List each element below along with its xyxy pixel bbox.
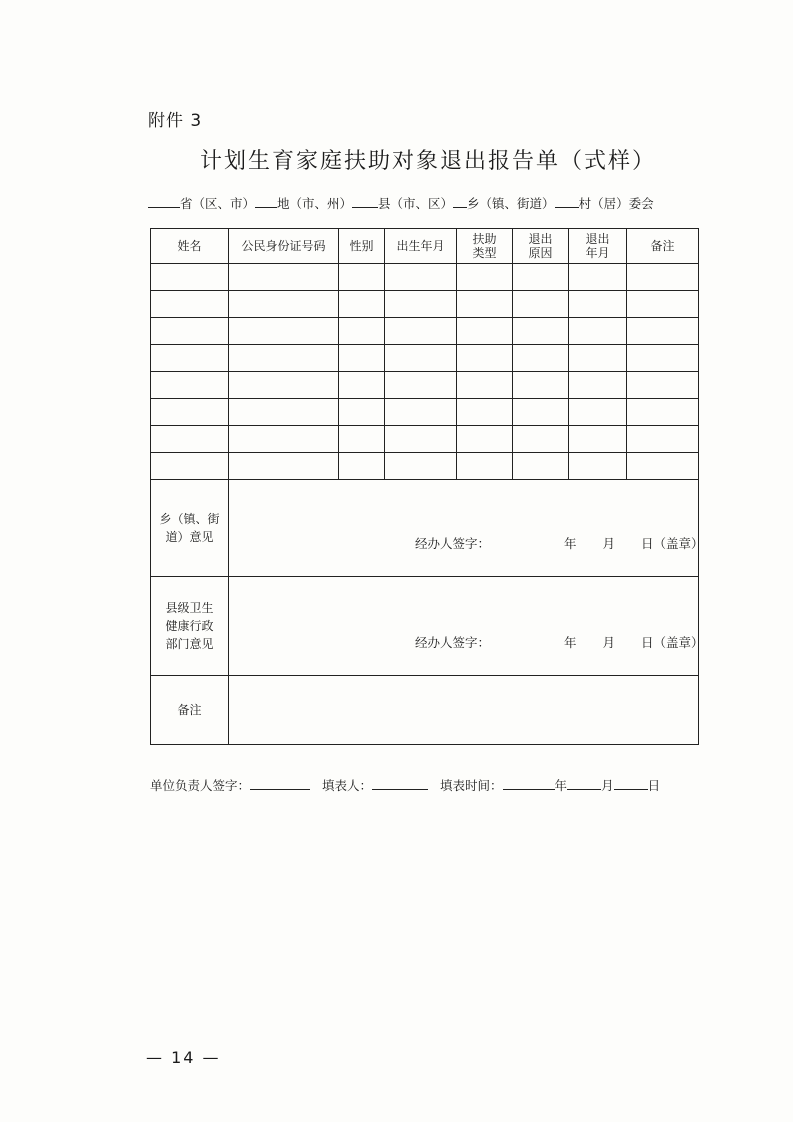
- fill-year-label: 年: [554, 778, 568, 793]
- form-title: 计划生育家庭扶助对象退出报告单（式样）: [200, 149, 657, 174]
- village-label: 村（居）委会: [578, 196, 654, 211]
- prefecture-blank[interactable]: [255, 195, 277, 208]
- filler-label: 填表人：: [322, 778, 373, 793]
- province-label: 省（区、市）: [180, 196, 256, 211]
- cell-exit-date[interactable]: [569, 291, 627, 318]
- township-opinion-field[interactable]: [229, 480, 704, 577]
- cell-exit-reason[interactable]: [513, 291, 569, 318]
- cell-gender[interactable]: [339, 426, 385, 453]
- cell-exit-date[interactable]: [569, 264, 627, 291]
- cell-id-number[interactable]: [229, 372, 339, 399]
- cell-id-number[interactable]: [229, 345, 339, 372]
- township-handler-sign-label: 经办人签字：: [415, 536, 491, 551]
- township-signature-line: [415, 534, 704, 552]
- cell-birth-date[interactable]: [385, 345, 457, 372]
- township-year-label: 年: [564, 536, 577, 551]
- table-row: [151, 318, 699, 345]
- cell-remarks[interactable]: [627, 318, 699, 345]
- county-opinion-row: [151, 577, 699, 676]
- header-support-type: 扶助 类型: [457, 229, 513, 264]
- unit-head-sign-label: 单位负责人签字：: [150, 778, 251, 793]
- cell-name[interactable]: [151, 399, 229, 426]
- cell-support-type[interactable]: [457, 426, 513, 453]
- cell-birth-date[interactable]: [385, 264, 457, 291]
- cell-support-type[interactable]: [457, 318, 513, 345]
- cell-id-number[interactable]: [229, 264, 339, 291]
- table-row: [151, 453, 699, 480]
- cell-remarks[interactable]: [627, 426, 699, 453]
- footer-signature-line: [150, 776, 660, 794]
- table-row: [151, 264, 699, 291]
- cell-remarks[interactable]: [627, 399, 699, 426]
- cell-id-number[interactable]: [229, 453, 339, 480]
- header-remarks: 备注: [627, 229, 699, 264]
- cell-remarks[interactable]: [627, 291, 699, 318]
- header-name: 姓名: [151, 229, 229, 264]
- cell-exit-date[interactable]: [569, 372, 627, 399]
- cell-gender[interactable]: [339, 291, 385, 318]
- cell-exit-reason[interactable]: [513, 264, 569, 291]
- cell-name[interactable]: [151, 453, 229, 480]
- table-header-row: [151, 229, 699, 264]
- cell-exit-date[interactable]: [569, 318, 627, 345]
- cell-remarks[interactable]: [627, 453, 699, 480]
- township-opinion-label: 乡（镇、街 道）意见: [151, 480, 229, 577]
- county-month-label: 月: [602, 635, 616, 650]
- cell-id-number[interactable]: [229, 318, 339, 345]
- attachment-label: 附件 3: [148, 111, 203, 131]
- filler-blank[interactable]: [372, 777, 428, 790]
- unit-head-sign-blank[interactable]: [250, 777, 310, 790]
- cell-exit-reason[interactable]: [513, 372, 569, 399]
- fill-month-label: 月: [601, 778, 614, 793]
- table-row: [151, 426, 699, 453]
- cell-support-type[interactable]: [457, 264, 513, 291]
- fill-time-label: 填表时间：: [440, 778, 503, 793]
- remarks-label: 备注: [151, 676, 229, 745]
- page-number: — 14 —: [146, 1048, 221, 1067]
- fill-year-blank[interactable]: [503, 777, 555, 790]
- cell-name[interactable]: [151, 264, 229, 291]
- cell-gender[interactable]: [339, 453, 385, 480]
- cell-gender[interactable]: [339, 399, 385, 426]
- cell-support-type[interactable]: [457, 453, 513, 480]
- county-opinion-field[interactable]: [229, 577, 704, 676]
- table-row: [151, 399, 699, 426]
- county-signature-line: [415, 633, 704, 651]
- cell-remarks[interactable]: [627, 372, 699, 399]
- county-day-seal-label: 日（盖章）: [641, 635, 704, 650]
- cell-support-type[interactable]: [457, 372, 513, 399]
- cell-birth-date[interactable]: [385, 426, 457, 453]
- exit-report-table: [150, 228, 704, 745]
- cell-id-number[interactable]: [229, 426, 339, 453]
- fill-month-blank[interactable]: [567, 777, 601, 790]
- cell-support-type[interactable]: [457, 345, 513, 372]
- cell-remarks[interactable]: [627, 264, 699, 291]
- cell-exit-reason[interactable]: [513, 399, 569, 426]
- prefecture-label: 地（市、州）: [277, 196, 353, 211]
- header-birth-date: 出生年月: [385, 229, 457, 264]
- header-gender: 性别: [339, 229, 385, 264]
- address-line: [148, 194, 654, 212]
- header-exit-date: 退出 年月: [569, 229, 627, 264]
- cell-exit-date[interactable]: [569, 453, 627, 480]
- county-year-label: 年: [564, 635, 577, 650]
- cell-birth-date[interactable]: [385, 399, 457, 426]
- township-month-label: 月: [602, 536, 616, 551]
- cell-gender[interactable]: [339, 318, 385, 345]
- table-row: [151, 345, 699, 372]
- cell-gender[interactable]: [339, 264, 385, 291]
- cell-id-number[interactable]: [229, 291, 339, 318]
- cell-exit-date[interactable]: [569, 345, 627, 372]
- county-handler-sign-label: 经办人签字：: [415, 635, 491, 650]
- cell-name[interactable]: [151, 291, 229, 318]
- cell-name[interactable]: [151, 426, 229, 453]
- fill-day-blank[interactable]: [614, 777, 648, 790]
- township-blank[interactable]: [453, 195, 467, 208]
- header-id-number: 公民身份证号码: [229, 229, 339, 264]
- cell-exit-reason[interactable]: [513, 426, 569, 453]
- cell-support-type[interactable]: [457, 399, 513, 426]
- township-opinion-row: [151, 480, 699, 577]
- village-blank[interactable]: [555, 195, 579, 208]
- cell-gender[interactable]: [339, 345, 385, 372]
- cell-support-type[interactable]: [457, 291, 513, 318]
- cell-gender[interactable]: [339, 372, 385, 399]
- cell-exit-date[interactable]: [569, 399, 627, 426]
- table-row: [151, 372, 699, 399]
- cell-name[interactable]: [151, 318, 229, 345]
- cell-remarks[interactable]: [627, 345, 699, 372]
- cell-exit-reason[interactable]: [513, 453, 569, 480]
- header-exit-reason: 退出 原因: [513, 229, 569, 264]
- cell-name[interactable]: [151, 345, 229, 372]
- township-label: 乡（镇、街道）: [467, 196, 555, 211]
- remarks-row: [151, 676, 699, 745]
- cell-name[interactable]: [151, 372, 229, 399]
- cell-exit-date[interactable]: [569, 426, 627, 453]
- county-opinion-label: 县级卫生 健康行政 部门意见: [151, 577, 229, 676]
- cell-birth-date[interactable]: [385, 291, 457, 318]
- cell-id-number[interactable]: [229, 399, 339, 426]
- township-day-seal-label: 日（盖章）: [641, 536, 704, 551]
- cell-birth-date[interactable]: [385, 372, 457, 399]
- cell-exit-reason[interactable]: [513, 345, 569, 372]
- county-label: 县（市、区）: [378, 196, 454, 211]
- fill-day-label: 日: [647, 778, 661, 793]
- remarks-field[interactable]: [229, 676, 699, 745]
- county-blank[interactable]: [352, 195, 378, 208]
- cell-birth-date[interactable]: [385, 318, 457, 345]
- cell-birth-date[interactable]: [385, 453, 457, 480]
- cell-exit-reason[interactable]: [513, 318, 569, 345]
- table-row: [151, 291, 699, 318]
- province-blank[interactable]: [148, 195, 180, 208]
